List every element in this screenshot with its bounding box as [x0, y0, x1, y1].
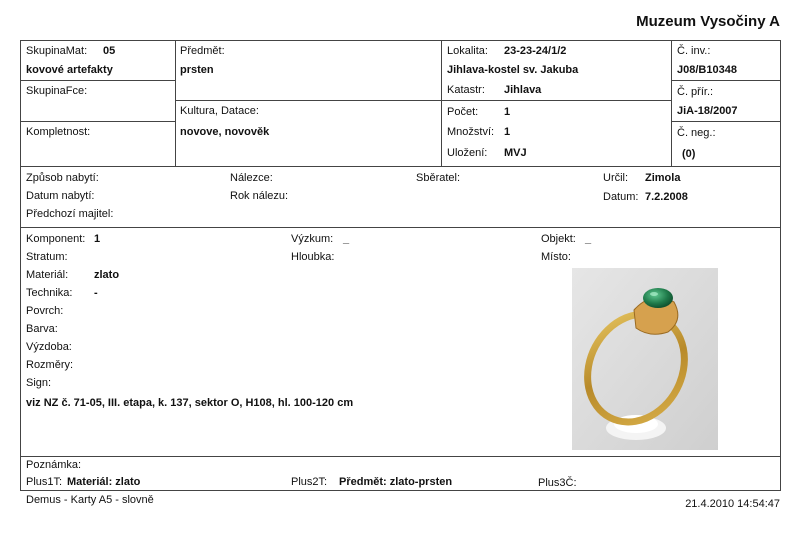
- vyzkum-label: Výzkum:: [291, 233, 334, 245]
- c-inv-label: Č. inv.:: [677, 45, 711, 57]
- note-line: viz NZ č. 71-05, III. etapa, k. 137, sektor O, H108, hl. 100-120 cm: [26, 397, 354, 409]
- material-label: Materiál:: [26, 269, 69, 281]
- frame-left: [20, 40, 21, 491]
- sberatel-label: Sběratel:: [416, 172, 461, 184]
- museum-title: Muzeum Vysočiny A: [636, 13, 780, 30]
- mnozstvi-label: Množství:: [447, 126, 495, 138]
- grid-h-prir: [671, 121, 781, 122]
- katastr-value: Jihlava: [504, 84, 542, 96]
- rok-nalezu-label: Rok nálezu:: [230, 190, 289, 202]
- skupina-mat-label: SkupinaMat:: [26, 45, 88, 57]
- ring-photo: [572, 268, 718, 450]
- c-prir-label: Č. přír.:: [677, 86, 714, 98]
- rozmery-label: Rozměry:: [26, 359, 74, 371]
- grid-v2: [441, 40, 442, 167]
- lokalita-value: Jihlava-kostel sv. Jakuba: [447, 64, 579, 76]
- stratum-label: Stratum:: [26, 251, 68, 263]
- urcil-value: Zimola: [645, 172, 681, 184]
- plus3c-label: Plus3Č:: [538, 477, 577, 489]
- grid-h-acq-end: [20, 227, 781, 228]
- technika-label: Technika:: [26, 287, 73, 299]
- misto-label: Místo:: [541, 251, 571, 263]
- grid-h-skupina: [20, 80, 175, 81]
- sign-label: Sign:: [26, 377, 52, 389]
- lokalita-code: 23-23-24/1/2: [504, 45, 567, 57]
- kompletnost-label: Kompletnost:: [26, 126, 91, 138]
- frame-top: [20, 40, 781, 41]
- predmet-label: Předmět:: [180, 45, 225, 57]
- poznamka-label: Poznámka:: [26, 459, 82, 471]
- barva-label: Barva:: [26, 323, 58, 335]
- c-inv-value: J08/B10348: [677, 64, 737, 76]
- mnozstvi-value: 1: [504, 126, 511, 138]
- katastr-label: Katastr:: [447, 84, 485, 96]
- urcil-label: Určil:: [603, 172, 629, 184]
- objekt-label: Objekt:: [541, 233, 576, 245]
- grid-v1: [175, 40, 176, 167]
- skupina-mat-value: kovové artefakty: [26, 64, 113, 76]
- predmet-value: prsten: [180, 64, 214, 76]
- grid-h-inv: [671, 80, 781, 81]
- hloubka-label: Hloubka:: [291, 251, 335, 263]
- plus1t-value: Materiál: zlato: [67, 476, 141, 488]
- predchozi-majitel-label: Předchozí majitel:: [26, 208, 114, 220]
- vyzdoba-label: Výzdoba:: [26, 341, 72, 353]
- datum-label: Datum:: [603, 191, 639, 203]
- datum-nabyti-label: Datum nabytí:: [26, 190, 95, 202]
- ulozeni-value: MVJ: [504, 147, 527, 159]
- zpusob-nabyti-label: Způsob nabytí:: [26, 172, 99, 184]
- datum-value: 7.2.2008: [645, 191, 688, 203]
- povrch-label: Povrch:: [26, 305, 64, 317]
- frame-right: [780, 40, 781, 491]
- vyzkum-value: _: [343, 233, 350, 245]
- grid-h-predmet: [175, 100, 441, 101]
- lokalita-label: Lokalita:: [447, 45, 488, 57]
- grid-h-lokalita: [441, 100, 671, 101]
- c-neg-label: Č. neg.:: [677, 127, 716, 139]
- pocet-value: 1: [504, 106, 511, 118]
- grid-h-top-end: [20, 166, 781, 167]
- skupina-mat-code: 05: [103, 45, 116, 57]
- footer-timestamp: 21.4.2010 14:54:47: [685, 498, 780, 510]
- grid-h-details-end: [20, 456, 781, 457]
- kultura-value: novove, novověk: [180, 126, 270, 138]
- material-value: zlato: [94, 269, 120, 281]
- plus1t-label: Plus1T:: [26, 476, 63, 488]
- nalezce-label: Nálezce:: [230, 172, 273, 184]
- footer-left: Demus - Karty A5 - slovně: [26, 494, 154, 506]
- skupina-fce-label: SkupinaFce:: [26, 85, 88, 97]
- grid-v3: [671, 40, 672, 167]
- ulozeni-label: Uložení:: [447, 147, 488, 159]
- pocet-label: Počet:: [447, 106, 479, 118]
- objekt-value: _: [585, 233, 592, 245]
- c-prir-value: JiA-18/2007: [677, 105, 738, 117]
- komponent-label: Komponent:: [26, 233, 86, 245]
- komponent-value: 1: [94, 233, 101, 245]
- c-neg-value: (0): [682, 148, 696, 160]
- kultura-label: Kultura, Datace:: [180, 105, 259, 117]
- plus2t-value: Předmět: zlato-prsten: [339, 476, 453, 488]
- technika-value: -: [94, 287, 98, 299]
- plus2t-label: Plus2T:: [291, 476, 328, 488]
- grid-h-kompletnost: [20, 121, 175, 122]
- frame-bottom: [20, 490, 781, 491]
